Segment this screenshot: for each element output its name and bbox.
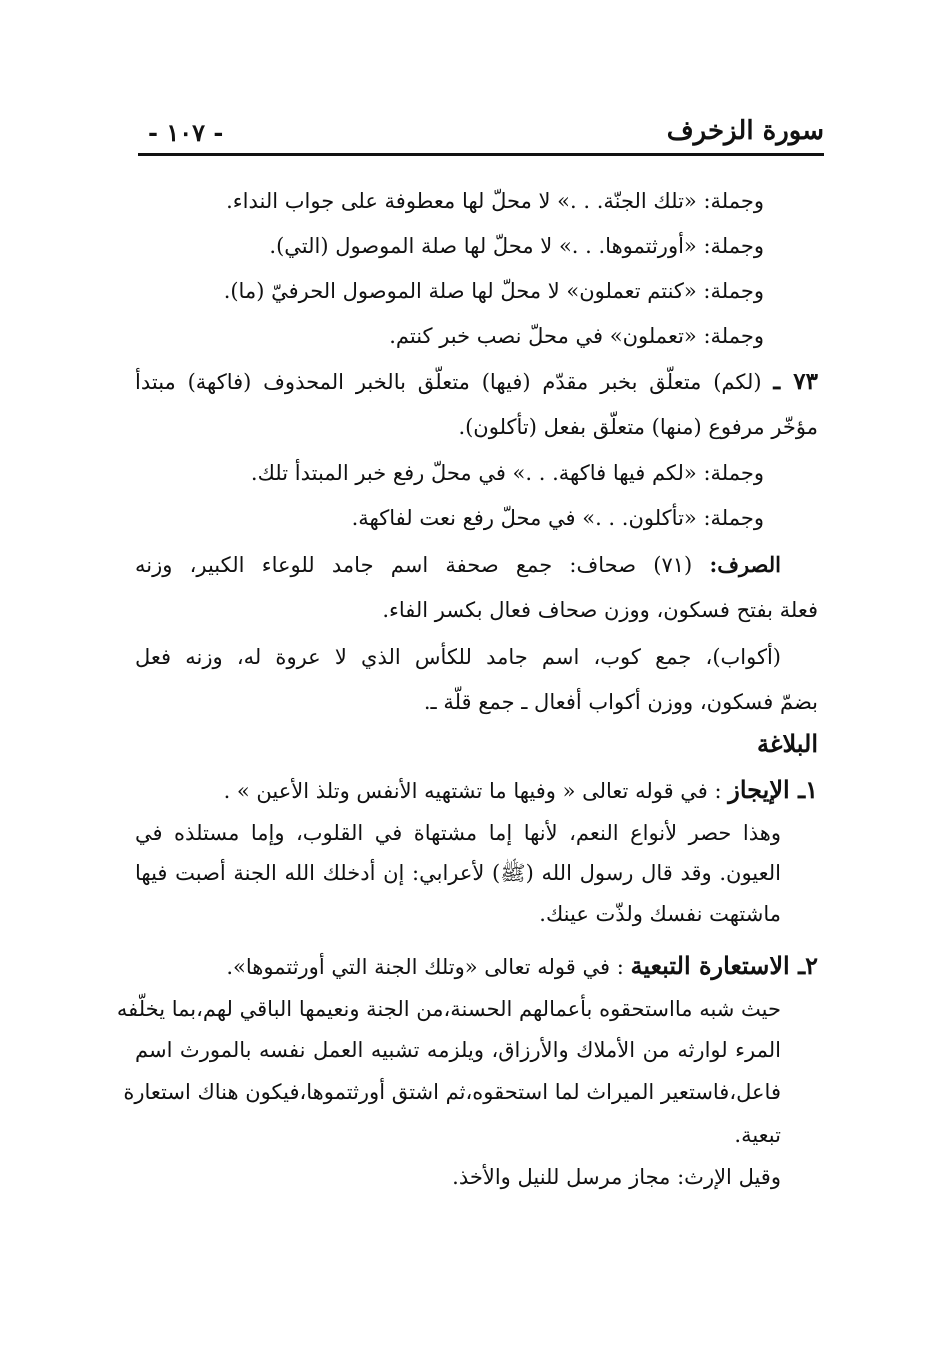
surah-title: سورة الزخرف [666, 116, 824, 146]
ijaz-heading: ١ـ الإيجاز [728, 775, 818, 804]
text-line: المرء لوارثه من الأملاك والأرزاق، ويلزمه تشبيه العمل نفسه بالمورث اسم [135, 1038, 781, 1062]
text-line: : في قوله تعالى «وتلك الجنة التي أورثتموها». [226, 955, 624, 979]
text-line: ماشتهت نفسك ولذّت عينك. [539, 902, 781, 926]
text-line: مؤخّر مرفوع (منها) متعلّق بفعل (تأكلون). [458, 415, 818, 439]
text-line: وجملة: «كنتم تعملون» لا محلّ لها صلة الموصول الحرفيّ (ما). [223, 279, 764, 303]
text-line: وقيل الإرث: مجاز مرسل للنيل والأخذ. [452, 1165, 781, 1189]
verse-note-73 [135, 367, 818, 397]
text-line: وجملة: «تأكلون. . .» في محلّ رفع نعت لفاكهة. [351, 506, 764, 530]
text-line: فعلة بفتح فسكون، ووزن صحاف فعال بكسر الفاء. [382, 598, 818, 622]
text-line: حيث شبه مااستحقوه بأعمالهم الحسنة،من الجنة ونعيمها الباقي لهم،بما يخلّفه [116, 997, 781, 1021]
istiara-heading: ٢ـ الاستعارة التبعية [630, 951, 818, 980]
text-line: : في قوله تعالى « وفيها ما تشتهيه الأنفس وتلذ الأعين » . [223, 779, 722, 803]
sarf-heading: الصرف: [709, 552, 781, 577]
text-line: وجملة: «لكم فيها فاكهة. . .» في محلّ رفع خبر المبتدأ تلك. [250, 461, 764, 485]
text-line: تبعية. [734, 1123, 781, 1147]
text-line: وجملة: «أورثتموها. . .» لا محلّ لها صلة الموصول (التي). [269, 234, 764, 258]
text-line: وجملة: «تعملون» في محلّ نصب خبر كنتم. [389, 324, 764, 348]
header-rule [138, 153, 824, 156]
page-header [138, 112, 824, 156]
balagha-heading: البلاغة [757, 729, 818, 758]
text-line: وهذا حصر لأنواع النعم، لأنها إما مشتهاة في القلوب، وإما مستلذه في [135, 821, 781, 845]
verse-number: ٧٣ ـ [773, 368, 818, 395]
ijaz-item [224, 775, 818, 806]
text-line: العيون. وقد قال رسول الله (ﷺ) لأعرابي: إن أدخلك الله الجنة أصبت فيها [135, 861, 781, 885]
text-line: (أكواب)، جمع كوب، اسم جامد للكأس الذي لا عروة له، وزنه فعل [135, 645, 781, 669]
text-line: (٧١) صحاف: جمع صحفة اسم جامد للوعاء الكبير، وزنه [135, 553, 693, 577]
sarf-paragraph [135, 550, 781, 580]
page-number: - ١٠٧ - [148, 118, 224, 147]
text-line: (لكم) متعلّق بخبر مقدّم (فيها) متعلّق بالخبر المحذوف (فاكهة) مبتدأ [135, 370, 762, 394]
istiara-item [226, 951, 818, 982]
text-line: فاعل،فاستعير الميراث لما استحقوه،ثم اشتق أورثتموها،فيكون هناك استعارة [123, 1080, 781, 1104]
text-line: بضمّ فسكون، ووزن أكواب أفعال ـ جمع قلّة ـ. [423, 690, 818, 714]
text-line: وجملة: «تلك الجنّة. . .» لا محلّ لها معطوفة على جواب النداء. [226, 189, 764, 213]
